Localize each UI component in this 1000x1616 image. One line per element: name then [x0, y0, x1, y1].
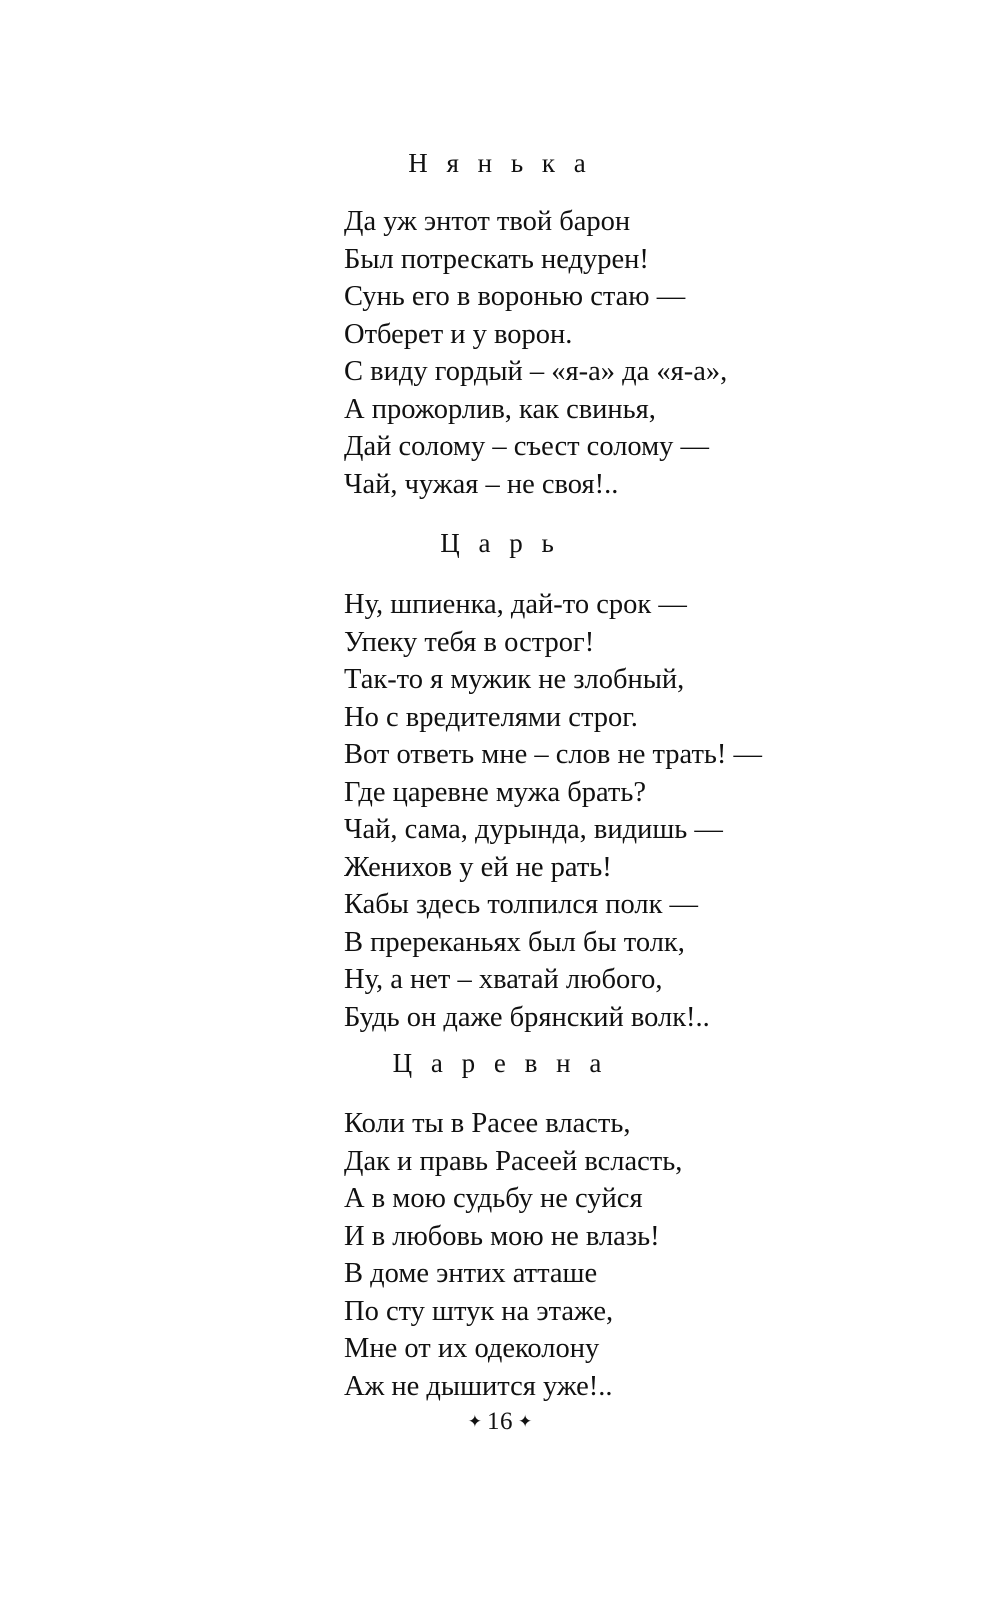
verse-lines: [0, 1105, 1000, 1405]
verse-line: Дак и правь Расеей всласть,: [344, 1145, 683, 1177]
verse-line: Да уж энтот твой барон: [344, 206, 631, 237]
page-number-value: 16: [487, 1408, 513, 1435]
verse-line: В доме энтих атташе: [344, 1258, 598, 1289]
ornament-left-icon: ✦: [467, 1412, 482, 1431]
verse-line: Где царевне мужа брать?: [344, 776, 647, 808]
speaker-name: Н я н ь к а: [408, 148, 592, 178]
verse-line: Чай, чужая – не своя!..: [344, 468, 619, 500]
verse-line: Мне от их одеколону: [344, 1333, 600, 1364]
verse-line: Кабы здесь толпился полк —: [344, 889, 699, 920]
verse-line: Был потрескать недурен!: [344, 243, 649, 275]
verse-line: По сту штук на этаже,: [344, 1295, 614, 1327]
speech-block: [0, 528, 1000, 1036]
speech-block: [0, 148, 1000, 503]
speaker-name: Ц а р ь: [440, 528, 560, 558]
verse-line: Женихов у ей не рать!: [344, 851, 612, 883]
page-number: [0, 1408, 1000, 1436]
verse-line: Ну, а нет – хватай любого,: [344, 964, 663, 995]
verse-line: И в любовь мою не влазь!: [344, 1220, 660, 1252]
verse-line: А прожорлив, как свинья,: [344, 393, 656, 425]
verse-line: Будь он даже брянский волк!..: [344, 1001, 710, 1033]
verse-lines: [0, 203, 1000, 503]
verse-line: Упеку тебя в острог!: [344, 626, 595, 658]
verse-line: Так-то я мужик не злобный,: [344, 664, 685, 695]
verse-line: А в мою судьбу не суйся: [344, 1183, 643, 1214]
verse-line: С виду гордый – «я-а» да «я-а»,: [344, 356, 728, 387]
verse-line: В пререканьях был бы толк,: [344, 926, 685, 958]
verse-line: Ну, шпиенка, дай-то срок —: [344, 589, 687, 620]
ornament-right-icon: ✦: [518, 1412, 533, 1431]
verse-line: Коли ты в Расее власть,: [344, 1108, 631, 1139]
verse-line: Но с вредителями строг.: [344, 701, 638, 733]
verse-lines: [0, 586, 1000, 1036]
verse-line: Сунь его в воронью стаю —: [344, 281, 686, 312]
verse-line: Отберет и у ворон.: [344, 318, 573, 350]
speaker-name: Ц а р е в н а: [392, 1048, 608, 1078]
speech-block: [0, 1048, 1000, 1405]
verse-line: Аж не дышится уже!..: [344, 1370, 613, 1402]
verse-line: Чай, сама, дурында, видишь —: [344, 814, 723, 845]
verse-line: Вот ответь мне – слов не трать! —: [344, 739, 763, 770]
verse-line: Дай солому – съест солому —: [344, 431, 710, 462]
